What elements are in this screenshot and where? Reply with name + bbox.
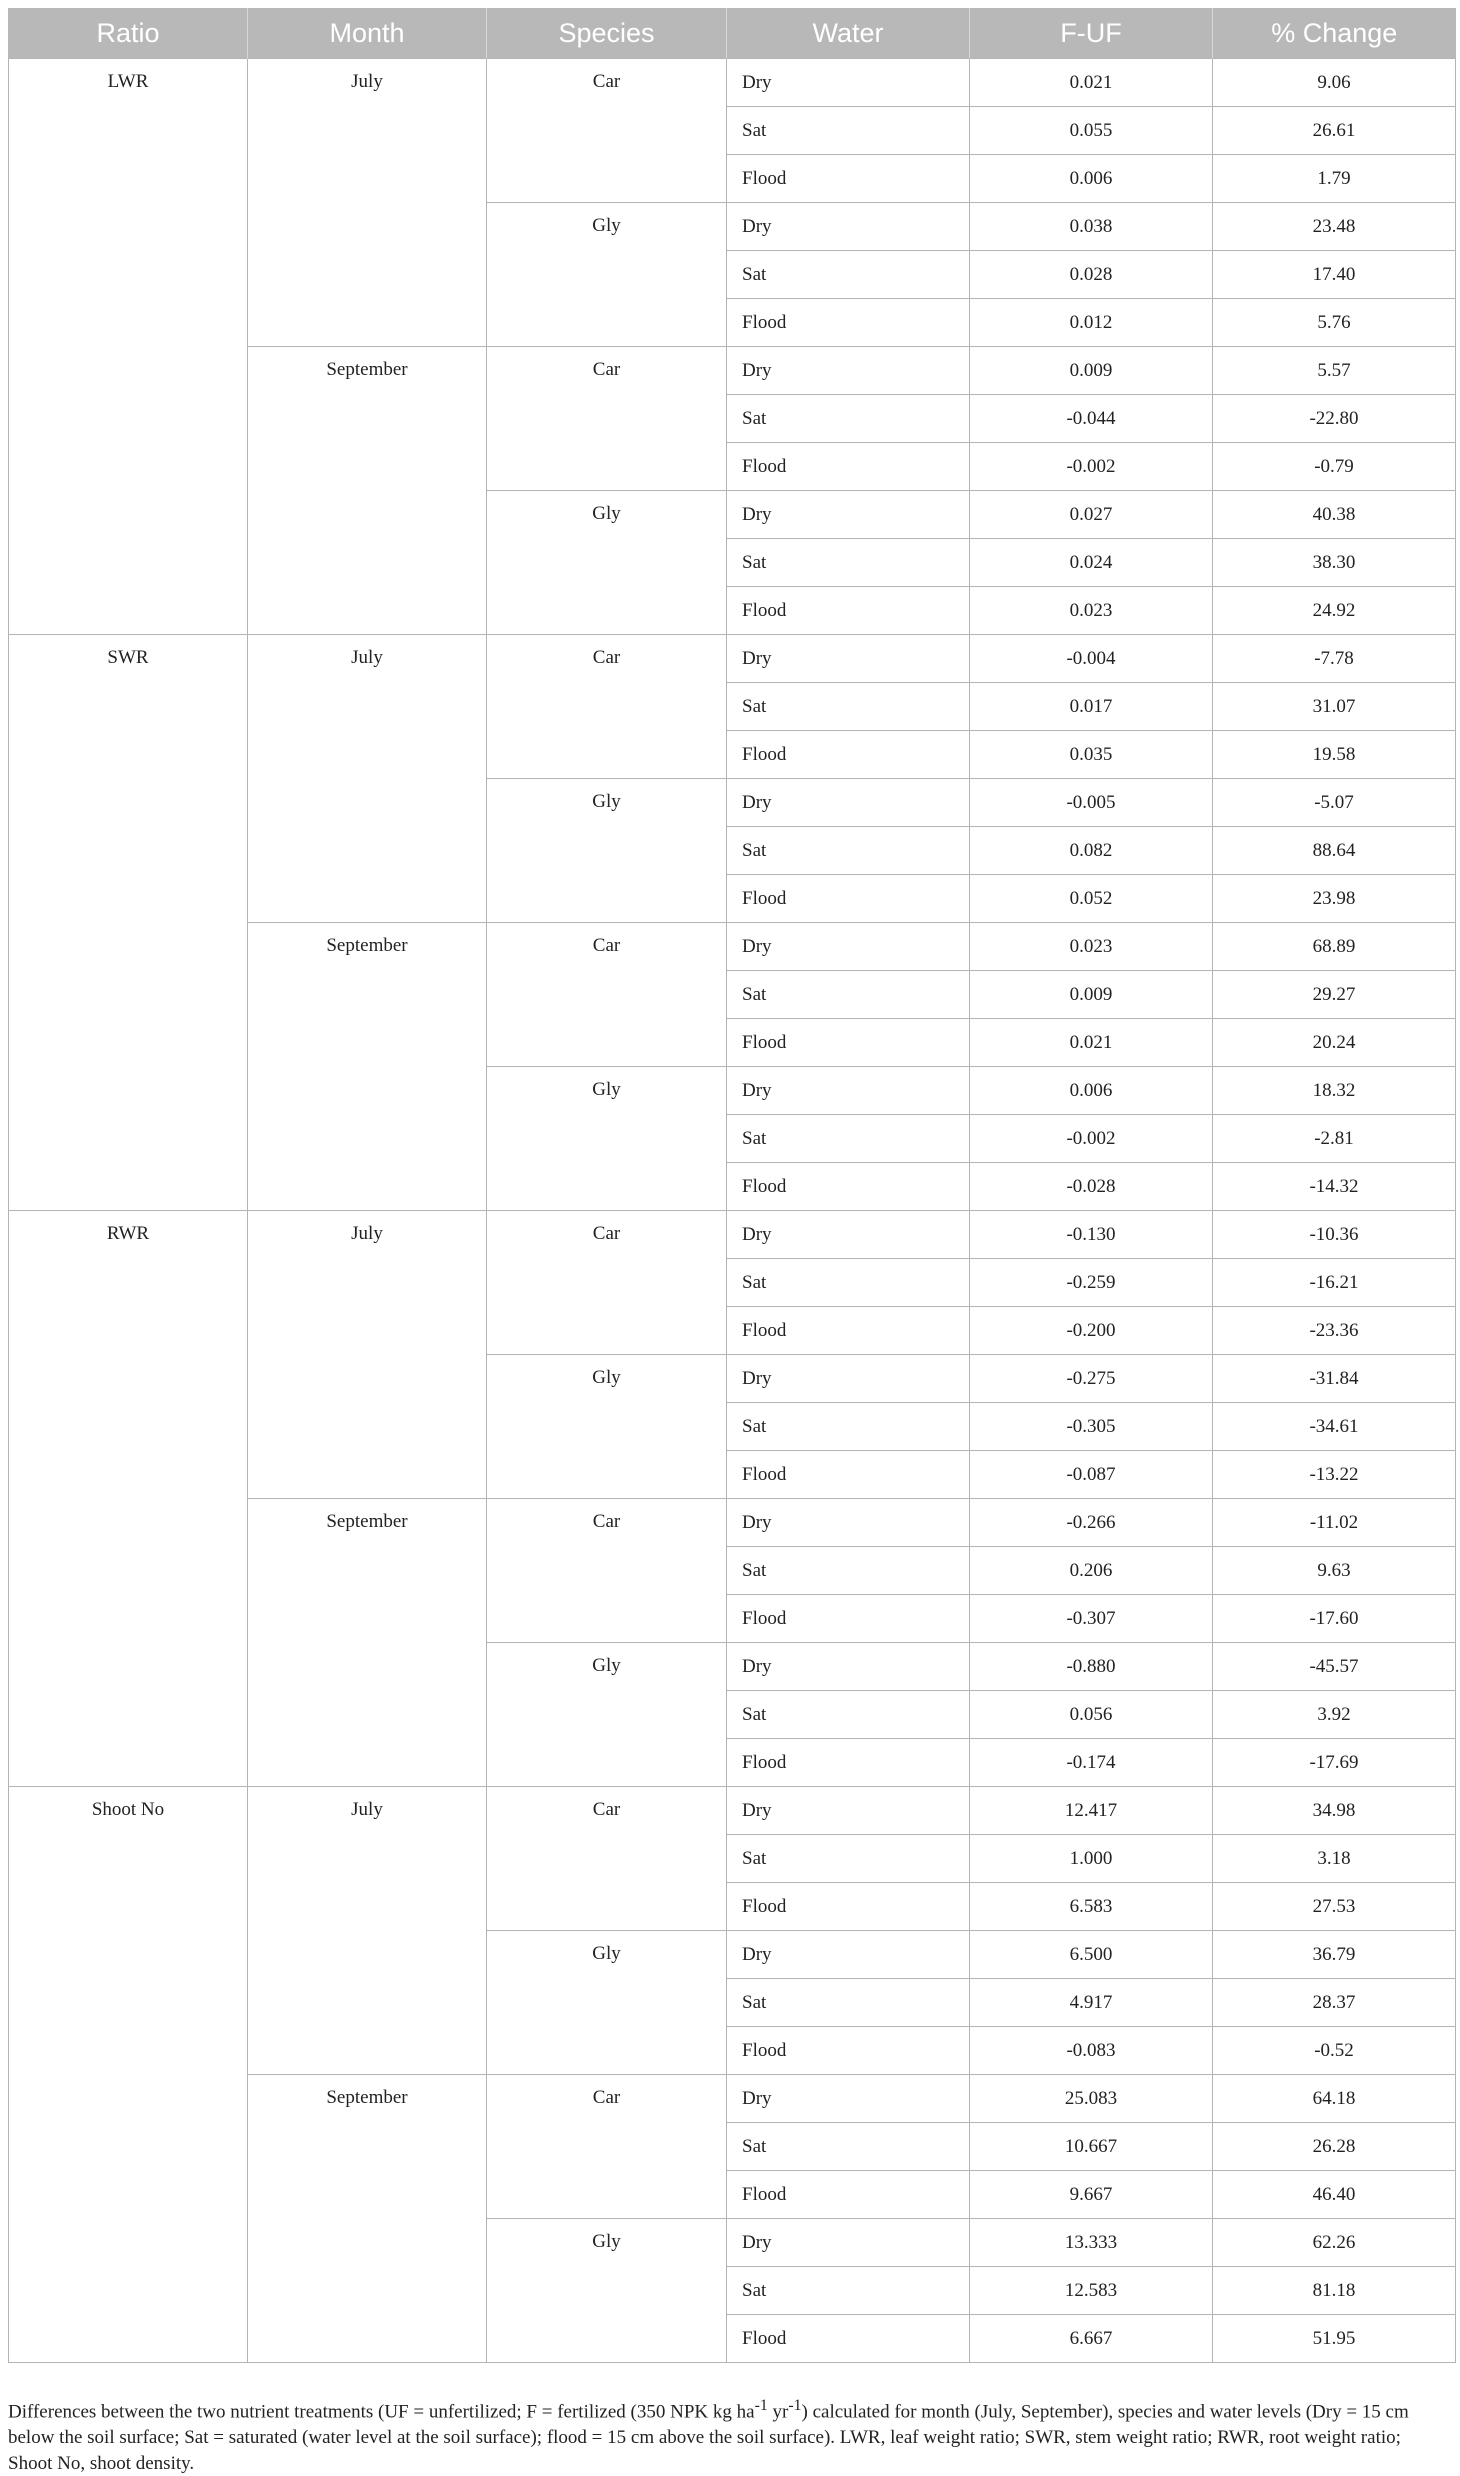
water-cell: Sat bbox=[727, 1691, 970, 1739]
table-row bbox=[9, 1787, 1456, 1835]
percent-change-cell: 5.76 bbox=[1213, 299, 1456, 347]
f-uf-cell: 4.917 bbox=[970, 1979, 1213, 2027]
month-cell: July bbox=[248, 635, 487, 923]
percent-change-cell: 19.58 bbox=[1213, 731, 1456, 779]
ratio-cell: RWR bbox=[9, 1211, 248, 1787]
percent-change-cell: 20.24 bbox=[1213, 1019, 1456, 1067]
percent-change-cell: -10.36 bbox=[1213, 1211, 1456, 1259]
f-uf-cell: -0.044 bbox=[970, 395, 1213, 443]
water-cell: Sat bbox=[727, 1835, 970, 1883]
water-cell: Flood bbox=[727, 1307, 970, 1355]
water-cell: Sat bbox=[727, 395, 970, 443]
f-uf-cell: 0.082 bbox=[970, 827, 1213, 875]
species-cell: Gly bbox=[487, 1067, 727, 1211]
month-cell: July bbox=[248, 59, 487, 347]
species-cell: Car bbox=[487, 635, 727, 779]
header-ratio: Ratio bbox=[9, 8, 248, 59]
table-body bbox=[9, 59, 1456, 2363]
table-row bbox=[9, 1211, 1456, 1259]
f-uf-cell: 0.021 bbox=[970, 1019, 1213, 1067]
f-uf-cell: 0.035 bbox=[970, 731, 1213, 779]
water-cell: Dry bbox=[727, 779, 970, 827]
species-cell: Car bbox=[487, 2075, 727, 2219]
percent-change-cell: 18.32 bbox=[1213, 1067, 1456, 1115]
water-cell: Dry bbox=[727, 491, 970, 539]
f-uf-cell: -0.307 bbox=[970, 1595, 1213, 1643]
water-cell: Sat bbox=[727, 107, 970, 155]
water-cell: Sat bbox=[727, 2123, 970, 2171]
percent-change-cell: -14.32 bbox=[1213, 1163, 1456, 1211]
footnote-superscript: -1 bbox=[754, 2397, 768, 2414]
table-row bbox=[9, 635, 1456, 683]
water-cell: Dry bbox=[727, 1211, 970, 1259]
water-cell: Flood bbox=[727, 155, 970, 203]
month-cell: September bbox=[248, 2075, 487, 2363]
data-table bbox=[8, 8, 1456, 2363]
species-cell: Gly bbox=[487, 1355, 727, 1499]
species-cell: Car bbox=[487, 1787, 727, 1931]
f-uf-cell: -0.305 bbox=[970, 1403, 1213, 1451]
f-uf-cell: 12.583 bbox=[970, 2267, 1213, 2315]
f-uf-cell: 0.009 bbox=[970, 347, 1213, 395]
f-uf-cell: 6.583 bbox=[970, 1883, 1213, 1931]
f-uf-cell: 0.027 bbox=[970, 491, 1213, 539]
water-cell: Flood bbox=[727, 1883, 970, 1931]
water-cell: Sat bbox=[727, 539, 970, 587]
f-uf-cell: -0.259 bbox=[970, 1259, 1213, 1307]
percent-change-cell: 81.18 bbox=[1213, 2267, 1456, 2315]
f-uf-cell: 0.055 bbox=[970, 107, 1213, 155]
percent-change-cell: -16.21 bbox=[1213, 1259, 1456, 1307]
percent-change-cell: 23.48 bbox=[1213, 203, 1456, 251]
f-uf-cell: 0.056 bbox=[970, 1691, 1213, 1739]
percent-change-cell: -13.22 bbox=[1213, 1451, 1456, 1499]
f-uf-cell: 0.021 bbox=[970, 59, 1213, 107]
percent-change-cell: 46.40 bbox=[1213, 2171, 1456, 2219]
percent-change-cell: -5.07 bbox=[1213, 779, 1456, 827]
water-cell: Sat bbox=[727, 1115, 970, 1163]
percent-change-cell: 88.64 bbox=[1213, 827, 1456, 875]
water-cell: Flood bbox=[727, 2315, 970, 2363]
water-cell: Flood bbox=[727, 1019, 970, 1067]
species-cell: Gly bbox=[487, 203, 727, 347]
percent-change-cell: -0.79 bbox=[1213, 443, 1456, 491]
f-uf-cell: 0.006 bbox=[970, 155, 1213, 203]
percent-change-cell: -0.52 bbox=[1213, 2027, 1456, 2075]
percent-change-cell: -11.02 bbox=[1213, 1499, 1456, 1547]
table-footnote bbox=[8, 2395, 1448, 2476]
percent-change-cell: 9.63 bbox=[1213, 1547, 1456, 1595]
header-water: Water bbox=[727, 8, 970, 59]
f-uf-cell: -0.266 bbox=[970, 1499, 1213, 1547]
percent-change-cell: 38.30 bbox=[1213, 539, 1456, 587]
f-uf-cell: 9.667 bbox=[970, 2171, 1213, 2219]
percent-change-cell: -45.57 bbox=[1213, 1643, 1456, 1691]
f-uf-cell: 0.024 bbox=[970, 539, 1213, 587]
percent-change-cell: 62.26 bbox=[1213, 2219, 1456, 2267]
f-uf-cell: -0.275 bbox=[970, 1355, 1213, 1403]
percent-change-cell: 3.92 bbox=[1213, 1691, 1456, 1739]
f-uf-cell: 0.017 bbox=[970, 683, 1213, 731]
footnote-text: ) calculated for month (July, September), species and water levels (Dry = 15 cm below the soil surface; Sat = saturated (water level at the soil surface); flood = 15 cm above the soil surface). LWR, leaf weight ratio; SWR, stem weight ratio; RWR, root weight ratio; Shoot No, shoot density. bbox=[8, 2401, 1409, 2474]
percent-change-cell: -2.81 bbox=[1213, 1115, 1456, 1163]
month-cell: September bbox=[248, 1499, 487, 1787]
water-cell: Dry bbox=[727, 2219, 970, 2267]
f-uf-cell: -0.002 bbox=[970, 1115, 1213, 1163]
header-month: Month bbox=[248, 8, 487, 59]
water-cell: Flood bbox=[727, 443, 970, 491]
water-cell: Flood bbox=[727, 2171, 970, 2219]
percent-change-cell: 40.38 bbox=[1213, 491, 1456, 539]
f-uf-cell: 10.667 bbox=[970, 2123, 1213, 2171]
percent-change-cell: 27.53 bbox=[1213, 1883, 1456, 1931]
f-uf-cell: 25.083 bbox=[970, 2075, 1213, 2123]
footnote-text: Differences between the two nutrient treatments (UF = unfertilized; F = fertilized (350 NPK kg ha bbox=[8, 2401, 755, 2423]
percent-change-cell: -17.60 bbox=[1213, 1595, 1456, 1643]
species-cell: Gly bbox=[487, 1931, 727, 2075]
f-uf-cell: -0.130 bbox=[970, 1211, 1213, 1259]
f-uf-cell: -0.880 bbox=[970, 1643, 1213, 1691]
percent-change-cell: 26.61 bbox=[1213, 107, 1456, 155]
f-uf-cell: 0.012 bbox=[970, 299, 1213, 347]
water-cell: Sat bbox=[727, 971, 970, 1019]
percent-change-cell: 31.07 bbox=[1213, 683, 1456, 731]
f-uf-cell: 1.000 bbox=[970, 1835, 1213, 1883]
footnote-text: yr bbox=[767, 2401, 789, 2423]
header-percent-change: % Change bbox=[1213, 8, 1456, 59]
percent-change-cell: -34.61 bbox=[1213, 1403, 1456, 1451]
water-cell: Dry bbox=[727, 1787, 970, 1835]
f-uf-cell: 0.023 bbox=[970, 587, 1213, 635]
f-uf-cell: -0.028 bbox=[970, 1163, 1213, 1211]
water-cell: Flood bbox=[727, 1739, 970, 1787]
species-cell: Gly bbox=[487, 779, 727, 923]
table-row bbox=[9, 59, 1456, 107]
percent-change-cell: 9.06 bbox=[1213, 59, 1456, 107]
month-cell: September bbox=[248, 923, 487, 1211]
percent-change-cell: 29.27 bbox=[1213, 971, 1456, 1019]
water-cell: Dry bbox=[727, 1931, 970, 1979]
water-cell: Dry bbox=[727, 1643, 970, 1691]
f-uf-cell: 0.028 bbox=[970, 251, 1213, 299]
header-f-uf: F-UF bbox=[970, 8, 1213, 59]
water-cell: Flood bbox=[727, 875, 970, 923]
water-cell: Sat bbox=[727, 1259, 970, 1307]
species-cell: Gly bbox=[487, 491, 727, 635]
water-cell: Sat bbox=[727, 683, 970, 731]
f-uf-cell: 12.417 bbox=[970, 1787, 1213, 1835]
f-uf-cell: -0.004 bbox=[970, 635, 1213, 683]
percent-change-cell: 64.18 bbox=[1213, 2075, 1456, 2123]
species-cell: Gly bbox=[487, 2219, 727, 2363]
percent-change-cell: 17.40 bbox=[1213, 251, 1456, 299]
water-cell: Sat bbox=[727, 251, 970, 299]
f-uf-cell: 0.038 bbox=[970, 203, 1213, 251]
f-uf-cell: 13.333 bbox=[970, 2219, 1213, 2267]
water-cell: Sat bbox=[727, 1547, 970, 1595]
footnote-superscript: -1 bbox=[788, 2397, 802, 2414]
water-cell: Flood bbox=[727, 2027, 970, 2075]
water-cell: Dry bbox=[727, 203, 970, 251]
species-cell: Car bbox=[487, 1499, 727, 1643]
percent-change-cell: -17.69 bbox=[1213, 1739, 1456, 1787]
percent-change-cell: 26.28 bbox=[1213, 2123, 1456, 2171]
f-uf-cell: -0.005 bbox=[970, 779, 1213, 827]
water-cell: Dry bbox=[727, 1067, 970, 1115]
f-uf-cell: -0.200 bbox=[970, 1307, 1213, 1355]
percent-change-cell: 24.92 bbox=[1213, 587, 1456, 635]
percent-change-cell: 23.98 bbox=[1213, 875, 1456, 923]
species-cell: Gly bbox=[487, 1643, 727, 1787]
water-cell: Dry bbox=[727, 635, 970, 683]
percent-change-cell: 68.89 bbox=[1213, 923, 1456, 971]
percent-change-cell: -22.80 bbox=[1213, 395, 1456, 443]
water-cell: Flood bbox=[727, 1451, 970, 1499]
water-cell: Dry bbox=[727, 1355, 970, 1403]
f-uf-cell: 6.500 bbox=[970, 1931, 1213, 1979]
month-cell: July bbox=[248, 1211, 487, 1499]
water-cell: Dry bbox=[727, 347, 970, 395]
water-cell: Flood bbox=[727, 299, 970, 347]
f-uf-cell: -0.087 bbox=[970, 1451, 1213, 1499]
f-uf-cell: 6.667 bbox=[970, 2315, 1213, 2363]
header-species: Species bbox=[487, 8, 727, 59]
percent-change-cell: -7.78 bbox=[1213, 635, 1456, 683]
water-cell: Dry bbox=[727, 1499, 970, 1547]
percent-change-cell: 51.95 bbox=[1213, 2315, 1456, 2363]
water-cell: Sat bbox=[727, 2267, 970, 2315]
water-cell: Flood bbox=[727, 731, 970, 779]
month-cell: July bbox=[248, 1787, 487, 2075]
species-cell: Car bbox=[487, 59, 727, 203]
percent-change-cell: 1.79 bbox=[1213, 155, 1456, 203]
f-uf-cell: -0.174 bbox=[970, 1739, 1213, 1787]
water-cell: Flood bbox=[727, 1595, 970, 1643]
ratio-cell: Shoot No bbox=[9, 1787, 248, 2363]
percent-change-cell: 5.57 bbox=[1213, 347, 1456, 395]
f-uf-cell: 0.052 bbox=[970, 875, 1213, 923]
f-uf-cell: 0.023 bbox=[970, 923, 1213, 971]
f-uf-cell: -0.002 bbox=[970, 443, 1213, 491]
percent-change-cell: 36.79 bbox=[1213, 1931, 1456, 1979]
f-uf-cell: -0.083 bbox=[970, 2027, 1213, 2075]
water-cell: Dry bbox=[727, 923, 970, 971]
species-cell: Car bbox=[487, 923, 727, 1067]
f-uf-cell: 0.006 bbox=[970, 1067, 1213, 1115]
water-cell: Sat bbox=[727, 827, 970, 875]
water-cell: Sat bbox=[727, 1403, 970, 1451]
month-cell: September bbox=[248, 347, 487, 635]
ratio-cell: SWR bbox=[9, 635, 248, 1211]
water-cell: Dry bbox=[727, 2075, 970, 2123]
water-cell: Dry bbox=[727, 59, 970, 107]
f-uf-cell: 0.206 bbox=[970, 1547, 1213, 1595]
percent-change-cell: 3.18 bbox=[1213, 1835, 1456, 1883]
species-cell: Car bbox=[487, 1211, 727, 1355]
percent-change-cell: -23.36 bbox=[1213, 1307, 1456, 1355]
ratio-cell: LWR bbox=[9, 59, 248, 635]
water-cell: Flood bbox=[727, 1163, 970, 1211]
species-cell: Car bbox=[487, 347, 727, 491]
water-cell: Flood bbox=[727, 587, 970, 635]
percent-change-cell: 34.98 bbox=[1213, 1787, 1456, 1835]
f-uf-cell: 0.009 bbox=[970, 971, 1213, 1019]
table-header-row bbox=[9, 8, 1456, 59]
percent-change-cell: 28.37 bbox=[1213, 1979, 1456, 2027]
percent-change-cell: -31.84 bbox=[1213, 1355, 1456, 1403]
water-cell: Sat bbox=[727, 1979, 970, 2027]
